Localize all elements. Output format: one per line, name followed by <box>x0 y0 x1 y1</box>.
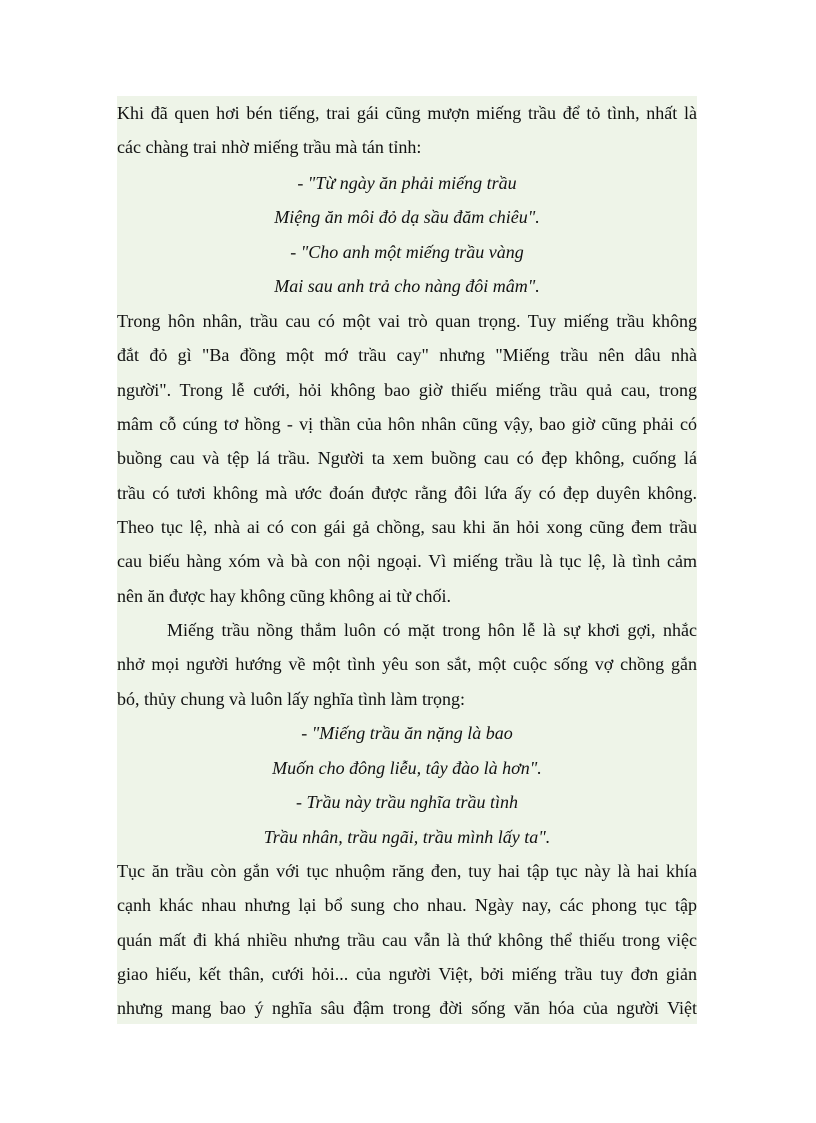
paragraph-line: các chàng trai nhờ miếng trầu mà tán tỉnh: <box>117 137 422 157</box>
verse-line: - "Từ ngày ăn phải miếng trầu <box>297 173 517 193</box>
paragraph-line: bó, thủy chung và luôn lấy nghĩa tình làm trọng: <box>117 689 465 709</box>
paragraph-line: quán mất đi khá nhiều nhưng trầu cau vẫn là thứ không thể thiếu trong việc <box>117 930 697 950</box>
paragraph-line: giao hiếu, kết thân, cưới hỏi... của người Việt, bởi miếng trầu tuy đơn giản <box>117 964 697 984</box>
verse-line: Mai sau anh trả cho nàng đôi mâm". <box>274 276 540 296</box>
paragraph-line: nhở mọi người hướng về một tình yêu son sắt, một cuộc sống vợ chồng gắn <box>117 654 697 674</box>
verse-line: - "Miếng trầu ăn nặng là bao <box>301 723 513 743</box>
paragraph-line: Trong hôn nhân, trầu cau có một vai trò quan trọng. Tuy miếng trầu không <box>117 311 697 331</box>
verse-line: - Trầu này trầu nghĩa trầu tình <box>295 792 519 812</box>
paragraph-line: đắt đỏ gì "Ba đồng một mớ trầu cay" nhưng "Miếng trầu nên dâu nhà <box>117 345 697 365</box>
paragraph-line: nên ăn được hay không cũng không ai từ chối. <box>117 586 451 606</box>
verse-line: Muốn cho đông liễu, tây đào là hơn". <box>272 758 542 778</box>
document-body <box>117 96 697 1024</box>
paragraph-line: cau biếu hàng xóm và bà con nội ngoại. Vì miếng trầu là tục lệ, là tình cảm <box>117 551 697 571</box>
verse-line: Trầu nhân, trầu ngãi, trầu mình lấy ta". <box>263 827 551 847</box>
paragraph-line: nhưng mang bao ý nghĩa sâu đậm trong đời sống văn hóa của người Việt <box>117 998 697 1018</box>
paragraph-line: Theo tục lệ, nhà ai có con gái gả chồng, sau khi ăn hỏi xong cũng đem trầu <box>117 517 697 537</box>
paragraph-line: người". Trong lễ cưới, hỏi không bao giờ thiếu miếng trầu quả cau, trong <box>117 380 697 400</box>
paragraph-line: cạnh khác nhau nhưng lại bổ sung cho nhau. Ngày nay, các phong tục tập <box>117 895 697 915</box>
paragraph-line: buồng cau và tệp lá trầu. Người ta xem buồng cau có đẹp không, cuống lá <box>117 448 697 468</box>
paragraph-line: Khi đã quen hơi bén tiếng, trai gái cũng mượn miếng trầu để tỏ tình, nhất là <box>117 103 697 123</box>
paragraph-line: trầu có tươi không mà ước đoán được rằng đôi lứa ấy có đẹp duyên không. <box>117 483 697 503</box>
paragraph-line: Tục ăn trầu còn gắn với tục nhuộm răng đen, tuy hai tập tục này là hai khía <box>117 861 697 881</box>
paragraph-line: mâm cỗ cúng tơ hồng - vị thần của hôn nhân cũng vậy, bao giờ cũng phải có <box>117 414 697 434</box>
verse-line: - "Cho anh một miếng trầu vàng <box>290 242 524 262</box>
verse-line: Miệng ăn môi đỏ dạ sầu đăm chiêu". <box>274 207 540 227</box>
paragraph-line: Miếng trầu nồng thắm luôn có mặt trong hôn lễ là sự khơi gợi, nhắc <box>167 620 697 640</box>
